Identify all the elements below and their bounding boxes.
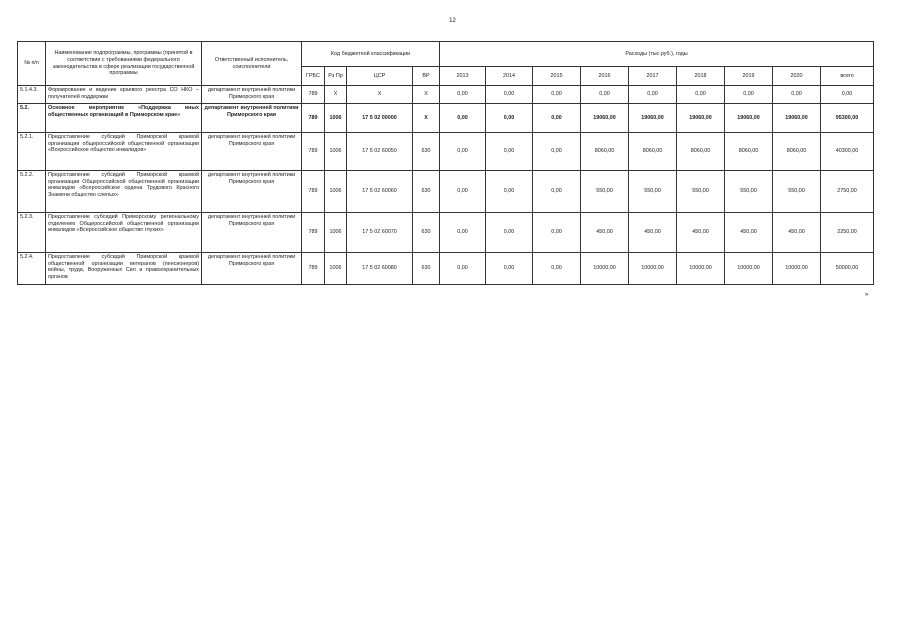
row-vr: 630: [413, 171, 440, 213]
row-year-value: 0,00: [486, 213, 533, 253]
row-year-value: 0,00: [486, 171, 533, 213]
table-row: [18, 213, 874, 253]
header-year: 2016: [581, 67, 629, 86]
row-year-value: 19060,00: [725, 104, 773, 133]
row-year-value: 0,00: [440, 213, 486, 253]
budget-table: [17, 41, 874, 285]
row-year-value: 0,00: [533, 86, 581, 104]
row-year-value: 550,00: [725, 171, 773, 213]
row-csr: X: [347, 86, 413, 104]
row-year-value: 0,00: [773, 86, 821, 104]
row-csr: 17 5 02 60060: [347, 171, 413, 213]
row-total: 2750,00: [821, 171, 874, 213]
header-code-vr: ВР: [413, 67, 440, 86]
header-year: 2014: [486, 67, 533, 86]
header-total: всего: [821, 67, 874, 86]
row-grbs: 789: [302, 171, 325, 213]
header-name: Наименование подпрограммы, программы (принятой в соответствии с требованиями федерального законодательства в сфере реализации государственной программы: [46, 42, 202, 86]
row-year-value: 19060,00: [581, 104, 629, 133]
row-executor: департамент внутренней политики Приморского края: [202, 133, 302, 171]
row-name: Предоставление субсидий Приморской краевой общественной организации ветеранов (пенсионеров) войны, труда, Вооруженных Сил и правоохранительных органов: [46, 253, 202, 285]
page-number: 12: [449, 18, 456, 24]
row-year-value: 0,00: [440, 104, 486, 133]
row-year-value: 450,00: [629, 213, 677, 253]
row-grbs: 789: [302, 104, 325, 133]
row-rzpr: 1006: [325, 133, 347, 171]
row-year-value: 8060,00: [629, 133, 677, 171]
row-executor: департамент внутренней политики Приморского края: [202, 171, 302, 213]
table-row: [18, 133, 874, 171]
row-name: Основное мероприятие «Поддержка иных общественных организаций в Приморском крае»: [46, 104, 202, 133]
header-code-grbs: ГРБС: [302, 67, 325, 86]
row-year-value: 0,00: [486, 253, 533, 285]
table-row: [18, 171, 874, 213]
header-year: 2018: [677, 67, 725, 86]
row-year-value: 19060,00: [773, 104, 821, 133]
row-year-value: 0,00: [533, 104, 581, 133]
row-year-value: 0,00: [486, 86, 533, 104]
row-year-value: 8060,00: [677, 133, 725, 171]
row-year-value: 10000,00: [629, 253, 677, 285]
row-year-value: 0,00: [677, 86, 725, 104]
header-budget-code: Код бюджетной классификации: [302, 42, 440, 67]
row-rzpr: 1006: [325, 213, 347, 253]
row-year-value: 10000,00: [773, 253, 821, 285]
row-index: 5.2.4.: [18, 253, 46, 285]
row-year-value: 0,00: [533, 133, 581, 171]
row-year-value: 0,00: [533, 171, 581, 213]
row-total: 50000,00: [821, 253, 874, 285]
row-vr: 630: [413, 213, 440, 253]
row-grbs: 789: [302, 253, 325, 285]
row-total: 40300,00: [821, 133, 874, 171]
row-year-value: 0,00: [533, 253, 581, 285]
row-csr: 17 5 02 60070: [347, 213, 413, 253]
row-executor: департамент внутренней политики Приморского края: [202, 213, 302, 253]
header-num: № п/п: [18, 42, 46, 86]
row-index: 5.1.4.3.: [18, 86, 46, 104]
header-executor: Ответственный исполнитель, соисполнители: [202, 42, 302, 86]
row-year-value: 0,00: [629, 86, 677, 104]
header-code-rzpr: Рз Пр: [325, 67, 347, 86]
row-year-value: 19060,00: [677, 104, 725, 133]
row-grbs: 789: [302, 133, 325, 171]
row-rzpr: X: [325, 86, 347, 104]
row-year-value: 19060,00: [629, 104, 677, 133]
row-csr: 17 5 02 60080: [347, 253, 413, 285]
row-executor: департамент внутренней политики Приморского края: [202, 253, 302, 285]
header-year: 2013: [440, 67, 486, 86]
table-row: [18, 253, 874, 285]
row-year-value: 550,00: [629, 171, 677, 213]
row-name: Предоставление субсидий Приморской краевой организации Общероссийской общественной организации инвалидов «Всероссийское ордена Трудового Красного Знамени общество слепых»: [46, 171, 202, 213]
row-year-value: 550,00: [581, 171, 629, 213]
row-index: 5.2.2.: [18, 171, 46, 213]
row-name: Формирование и ведение краевого реестра СО НКО – получателей поддержки: [46, 86, 202, 104]
row-index: 5.2.3.: [18, 213, 46, 253]
row-csr: 17 5 02 00000: [347, 104, 413, 133]
row-vr: 630: [413, 133, 440, 171]
row-year-value: 10000,00: [677, 253, 725, 285]
table-row: [18, 86, 874, 104]
row-rzpr: 1006: [325, 253, 347, 285]
header-year: 2020: [773, 67, 821, 86]
row-vr: X: [413, 104, 440, 133]
table-row: [18, 104, 874, 133]
row-csr: 17 5 02 60050: [347, 133, 413, 171]
row-total: 2250,00: [821, 213, 874, 253]
row-year-value: 8060,00: [581, 133, 629, 171]
row-index: 5.2.1.: [18, 133, 46, 171]
row-executor: департамент внутренней политики Приморского края: [202, 104, 302, 133]
row-grbs: 789: [302, 213, 325, 253]
row-year-value: 0,00: [440, 253, 486, 285]
continuation-mark: »: [865, 292, 869, 298]
row-year-value: 10000,00: [725, 253, 773, 285]
header-code-csr: ЦСР: [347, 67, 413, 86]
row-year-value: 0,00: [725, 86, 773, 104]
row-year-value: 0,00: [486, 104, 533, 133]
row-year-value: 10000,00: [581, 253, 629, 285]
row-grbs: 789: [302, 86, 325, 104]
header-year: 2015: [533, 67, 581, 86]
row-index: 5.2.: [18, 104, 46, 133]
row-year-value: 450,00: [581, 213, 629, 253]
row-rzpr: 1006: [325, 104, 347, 133]
row-vr: X: [413, 86, 440, 104]
header-row-1: [18, 42, 874, 67]
row-executor: департамент внутренней политики Приморского края: [202, 86, 302, 104]
row-total: 95300,00: [821, 104, 874, 133]
header-expenses: Расходы (тыс.руб.), годы: [440, 42, 874, 67]
row-vr: 630: [413, 253, 440, 285]
row-rzpr: 1006: [325, 171, 347, 213]
header-year: 2017: [629, 67, 677, 86]
row-year-value: 0,00: [440, 171, 486, 213]
row-year-value: 550,00: [773, 171, 821, 213]
row-year-value: 550,00: [677, 171, 725, 213]
row-year-value: 450,00: [725, 213, 773, 253]
row-year-value: 0,00: [440, 86, 486, 104]
row-year-value: 0,00: [440, 133, 486, 171]
row-year-value: 450,00: [773, 213, 821, 253]
row-year-value: 0,00: [533, 213, 581, 253]
row-name: Предоставление субсидий Приморской краевой организации общероссийской общественной организации «Всероссийское общество инвалидов»: [46, 133, 202, 171]
row-year-value: 8060,00: [773, 133, 821, 171]
row-year-value: 8060,00: [725, 133, 773, 171]
row-total: 0,00: [821, 86, 874, 104]
row-year-value: 450,00: [677, 213, 725, 253]
row-name: Предоставление субсидий Приморскому региональному отделению Общероссийской общественной организации инвалидов «Всероссийское общество глухих»: [46, 213, 202, 253]
header-year: 2019: [725, 67, 773, 86]
row-year-value: 0,00: [581, 86, 629, 104]
row-year-value: 0,00: [486, 133, 533, 171]
